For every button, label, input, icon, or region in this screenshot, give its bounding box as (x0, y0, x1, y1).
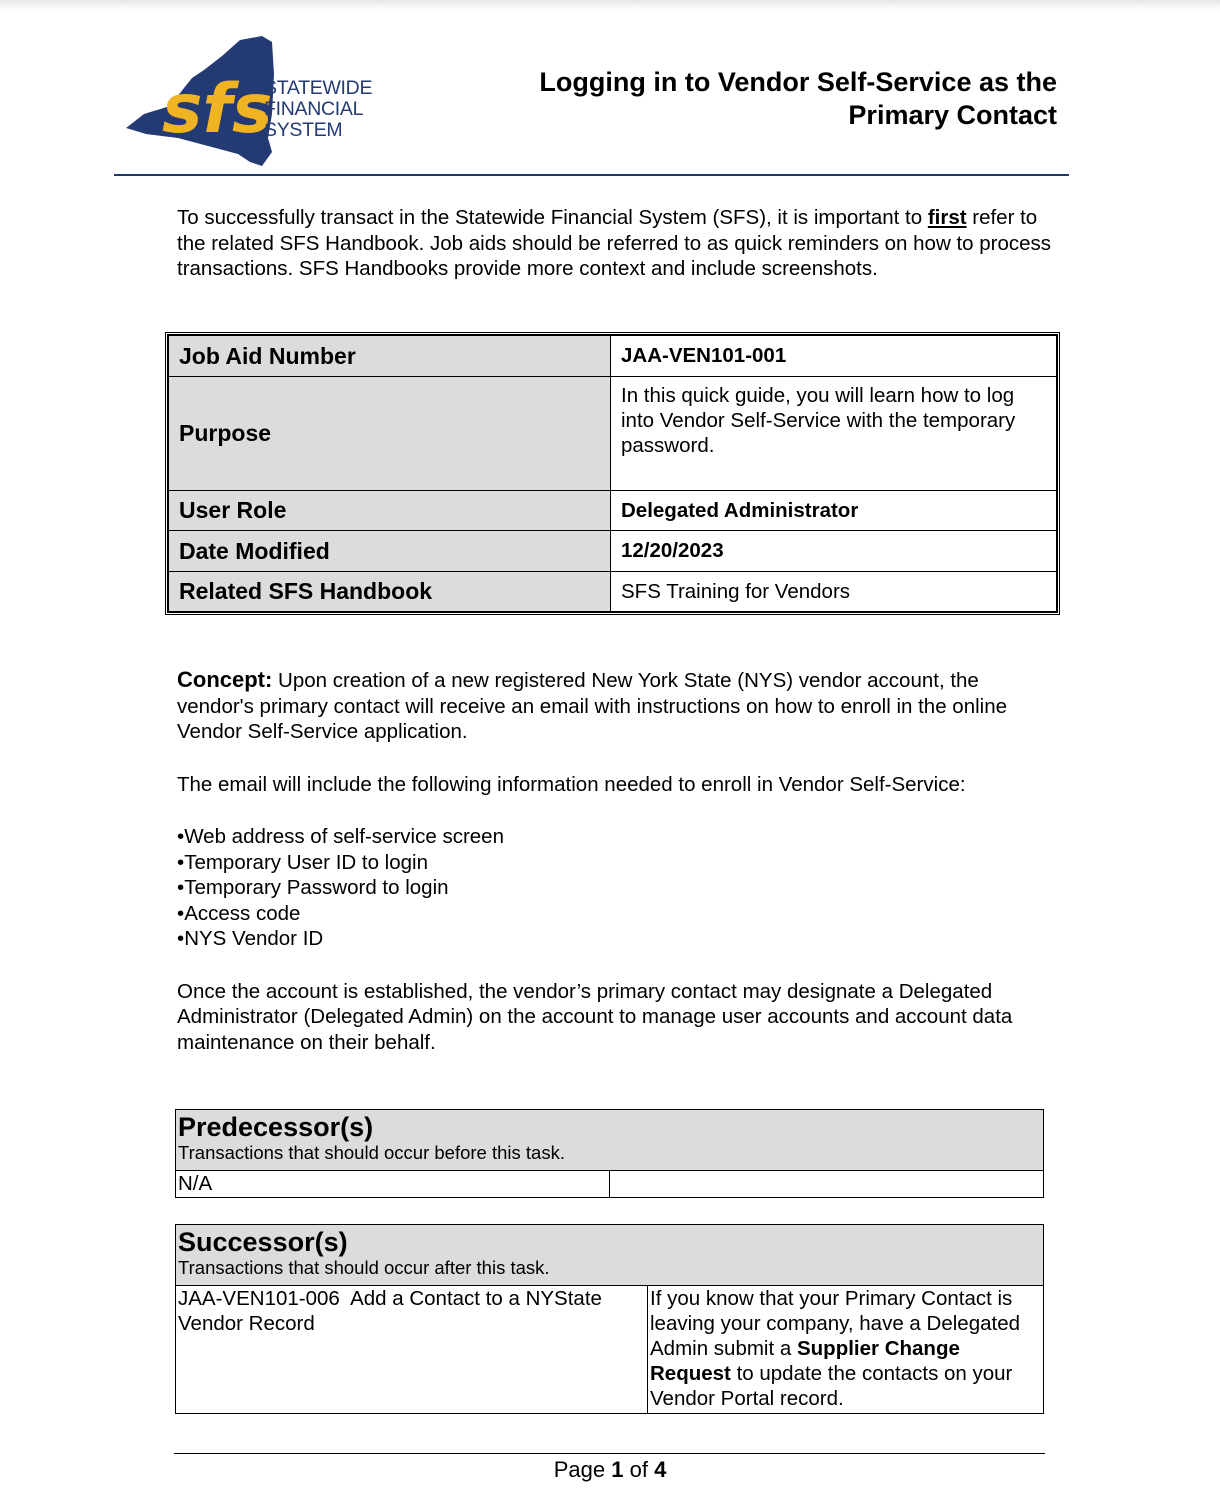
logo-line-2: FINANCIAL (264, 98, 364, 120)
title-line-1: Logging in to Vendor Self-Service as the (539, 67, 1057, 97)
successor-task: JAA-VEN101-006 Add a Contact to a NYState Vendor Record (176, 1286, 648, 1414)
page-number: 1 (611, 1457, 624, 1482)
info-value: SFS Training for Vendors (611, 572, 1057, 612)
list-item: • Access code (177, 901, 1057, 927)
info-label: Date Modified (169, 531, 611, 572)
top-shadow (0, 0, 1220, 10)
intro-emphasis: first (927, 206, 967, 229)
concept-section (177, 667, 1057, 1082)
info-label: Related SFS Handbook (169, 572, 611, 612)
logo-abbrev: sfs (162, 70, 273, 149)
predecessors-header-row (176, 1110, 1044, 1171)
email-intro: The email will include the following information needed to enroll in Vendor Self-Service: (177, 772, 966, 796)
list-item: • Temporary Password to login (177, 875, 1057, 901)
info-row-date-modified (169, 531, 1057, 572)
info-label: Job Aid Number (169, 336, 611, 377)
intro-paragraph (177, 205, 1057, 282)
predecessor-note (610, 1171, 1044, 1198)
successor-note-after: to update the contacts on your Vendor Portal record. (650, 1362, 1013, 1410)
info-value: 12/20/2023 (611, 531, 1057, 572)
successors-subtitle: Transactions that should occur after this task. (178, 1257, 550, 1278)
page-label: Page (553, 1457, 606, 1482)
predecessor-task: N/A (176, 1171, 610, 1198)
successor-note (648, 1286, 1044, 1414)
page-title (437, 66, 1057, 132)
footer-rule (174, 1453, 1045, 1454)
list-item: • Web address of self-service screen (177, 824, 1057, 850)
successor-note-before: If you know that your Primary Contact is leaving your company, have a Delegated Admin submit a (650, 1287, 1020, 1360)
concept-label: Concept: (177, 667, 273, 692)
info-row-purpose (169, 377, 1057, 491)
logo-wordmark (264, 78, 372, 141)
email-info-list (177, 824, 1057, 952)
info-row-related-handbook (169, 572, 1057, 612)
successors-title: Successor(s) (178, 1227, 348, 1257)
intro-text-before: To successfully transact in the Statewide Financial System (SFS), it is important to (177, 206, 928, 229)
supplier-change-request: Supplier Change Request (650, 1337, 960, 1385)
predecessors-table (175, 1109, 1044, 1198)
info-label: User Role (169, 491, 611, 531)
info-label: Purpose (169, 377, 611, 491)
info-row-job-aid-number (169, 336, 1057, 377)
list-item: • NYS Vendor ID (177, 926, 1057, 952)
title-line-2: Primary Contact (848, 100, 1057, 130)
info-value: Delegated Administrator (611, 491, 1057, 531)
info-value: In this quick guide, you will learn how to log into Vendor Self-Service with the temporary password. (611, 377, 1057, 491)
table-row (176, 1171, 1044, 1198)
intro-text-after: refer to the related SFS Handbook. Job aids should be referred to as quick reminders on how to process transactions. SFS Handbooks provide more context and include screenshots. (177, 206, 1052, 280)
page-total: 4 (654, 1457, 667, 1482)
job-aid-info-table (165, 332, 1060, 615)
logo-line-1: STATEWIDE (264, 77, 373, 99)
table-row (176, 1286, 1044, 1414)
header-rule (114, 174, 1069, 176)
logo-line-3: SYSTEM (264, 119, 343, 141)
concept-text: Upon creation of a new registered New York State (NYS) vendor account, the vendor's primary contact will receive an email with instructions on how to enroll in the online Vendor Self-Service application. (177, 669, 1007, 743)
successors-header-row (176, 1225, 1044, 1286)
successors-header (176, 1225, 1044, 1286)
closing-paragraph: Once the account is established, the vendor’s primary contact may designate a Delegated Administrator (Delegated Admin) on the account to manage user accounts and account data maintenance on their behalf. (177, 979, 1013, 1054)
list-item: • Temporary User ID to login (177, 850, 1057, 876)
predecessors-header (176, 1110, 1044, 1171)
predecessors-title: Predecessor(s) (178, 1112, 374, 1142)
successors-table (175, 1224, 1044, 1414)
info-row-user-role (169, 491, 1057, 531)
predecessors-subtitle: Transactions that should occur before this task. (178, 1142, 565, 1163)
of-label: of (629, 1457, 648, 1482)
info-value: JAA-VEN101-001 (611, 336, 1057, 377)
concept-paragraph (177, 667, 1057, 745)
page-footer (0, 1457, 1220, 1483)
